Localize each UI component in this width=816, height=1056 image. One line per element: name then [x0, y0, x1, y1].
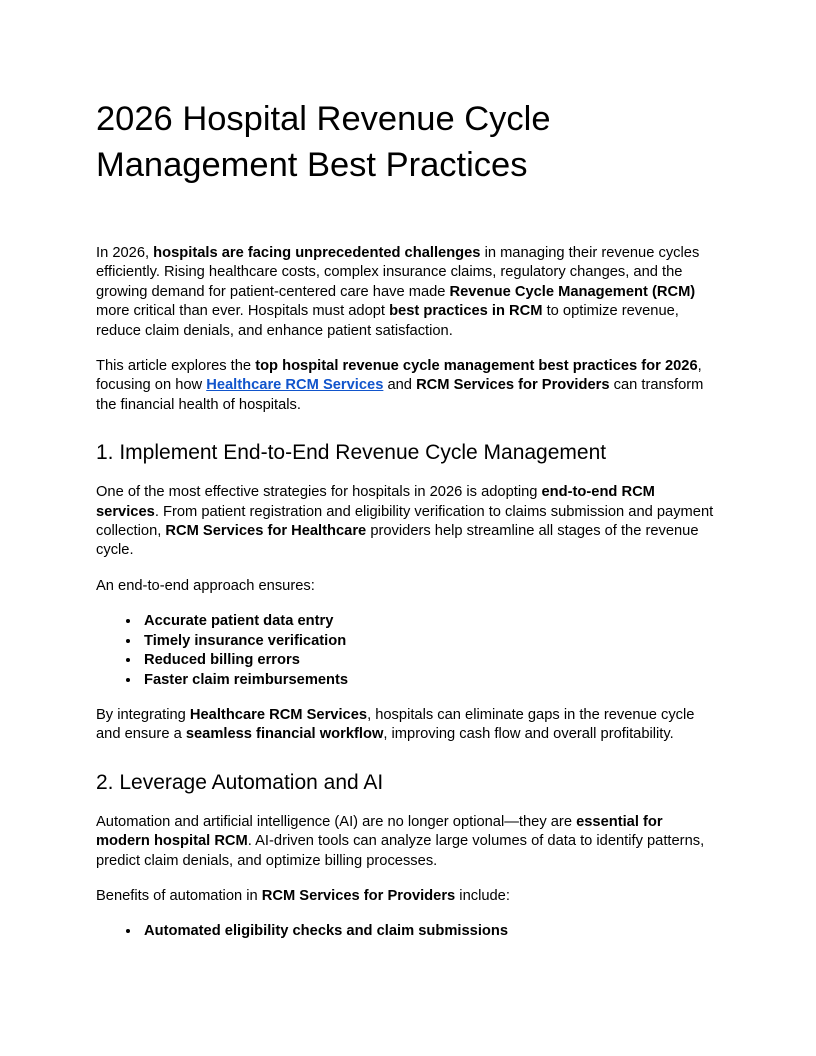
text-run: . AI-driven tools can analyze large volumes of data to identify patterns, predict claim denials, and optimize billing processes.: [96, 833, 705, 869]
intro-paragraph-1: [96, 244, 720, 341]
text-run-bold: RCM Services for Providers: [261, 887, 456, 904]
section-2-paragraph-1: [96, 813, 720, 871]
healthcare-rcm-services-link[interactable]: Healthcare RCM Services: [206, 377, 384, 394]
document-title: 2026 Hospital Revenue Cycle Management Best Practices: [96, 100, 551, 184]
section-1-paragraph-1: [96, 483, 720, 561]
text-run: in managing their revenue cycles efficiently. Rising healthcare costs, complex insurance claims, regulatory changes, and the growing demand for patient-centered care have made: [96, 245, 700, 300]
section-1-paragraph-2: [96, 706, 720, 745]
text-run: An end-to-end approach ensures:: [96, 577, 315, 594]
section-2-bullet-list: [96, 922, 720, 941]
text-run: , focusing on how: [96, 358, 702, 394]
intro-paragraph-2: [96, 357, 720, 415]
section-1-lead-in: [96, 577, 720, 596]
text-run: One of the most effective strategies for hospitals in 2026 is adopting: [96, 484, 542, 501]
bullet-item: • Automated eligibility checks and claim submissions: [141, 922, 720, 941]
text-run-bold: RCM Services for Healthcare: [165, 523, 367, 540]
text-run: , hospitals can eliminate gaps in the revenue cycle and ensure a: [96, 706, 695, 743]
text-run: can transform the financial health of hospitals.: [96, 377, 704, 413]
text-run-bold: RCM Services for Providers: [416, 377, 610, 394]
section-2-heading: 2. Leverage Automation and AI: [96, 770, 384, 794]
text-run: and: [383, 377, 417, 394]
bullet-item: • Faster claim reimbursements: [141, 671, 720, 690]
text-run: to optimize revenue, reduce claim denials, and enhance patient satisfaction.: [96, 303, 679, 339]
bullet-item: • Accurate patient data entry: [141, 612, 720, 631]
text-run: This article explores the: [96, 358, 256, 375]
text-run-bold: hospitals are facing unprecedented challenges: [153, 245, 481, 261]
text-run-bold: Revenue Cycle Management (RCM): [449, 283, 696, 300]
text-run-bold: top hospital revenue cycle management best practices for 2026: [255, 358, 698, 375]
section-2-paragraph-2: [96, 887, 720, 906]
bullet-item: • Timely insurance verification: [141, 632, 720, 651]
text-run-bold: seamless financial workflow: [185, 726, 384, 743]
text-run: By integrating: [96, 706, 190, 723]
text-run: Automation and artificial intelligence (AI) are no longer optional—they are: [96, 813, 577, 830]
text-run: providers help streamline all stages of the revenue cycle.: [96, 523, 699, 559]
section-1-heading: 1. Implement End-to-End Revenue Cycle Management: [96, 441, 607, 465]
text-run-bold: best practices in RCM: [389, 303, 543, 320]
text-run: In 2026,: [96, 245, 154, 261]
text-run-bold: essential for modern hospital RCM: [96, 813, 663, 850]
text-run-bold: end-to-end RCM services: [96, 484, 655, 520]
bullet-item: • Reduced billing errors: [141, 651, 720, 670]
text-run: include:: [455, 887, 510, 904]
text-run: more critical than ever. Hospitals must adopt: [96, 303, 390, 320]
text-run: . From patient registration and eligibility verification to claims submission and payment collection,: [96, 503, 714, 540]
text-run-bold: Healthcare RCM Services: [189, 706, 368, 723]
text-run: Benefits of automation in: [96, 887, 262, 904]
section-1-bullet-list: [96, 612, 720, 690]
text-run: , improving cash flow and overall profitability.: [383, 726, 674, 743]
